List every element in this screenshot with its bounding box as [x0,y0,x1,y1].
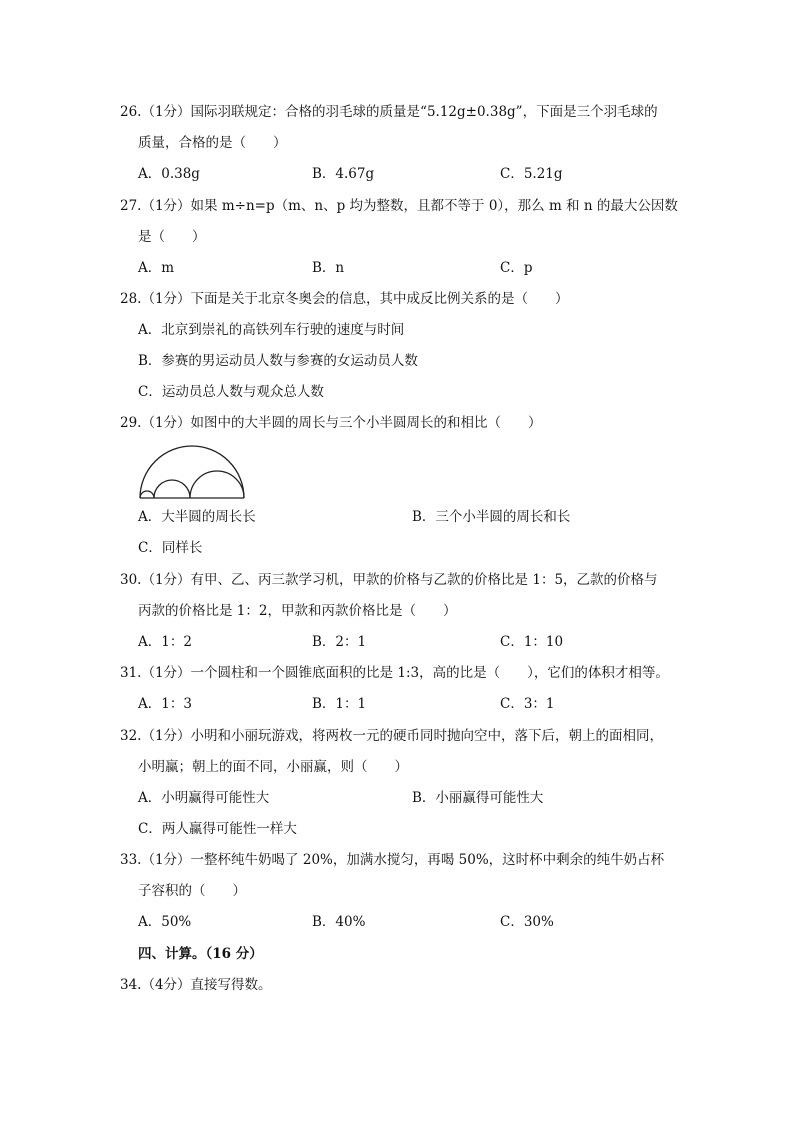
small-semicircle-2 [154,480,190,498]
semicircles-figure [138,444,248,502]
q33-stem: 33.（1分）一整杯纯牛奶喝了 20%，加满水搅匀，再喝 50%，这时杯中剩余的纯牛奶占杯 [120,852,665,868]
q34-stem: 34.（4分）直接写得数。 [120,977,272,993]
q32-option-c: C．两人赢得可能性一样大 [138,821,297,837]
q26-stem: 26.（1分）国际羽联规定：合格的羽毛球的质量是“5.12g±0.38g”，下面是三个羽毛球的 [120,104,658,120]
q27-option-b: B．n [312,260,345,276]
q28-stem: 28.（1分）下面是关于北京冬奥会的信息，其中成反比例关系的是（ ） [120,291,569,307]
q28-option-b: B．参赛的男运动员人数与参赛的女运动员人数 [138,353,418,369]
small-semicircle-3 [190,471,244,498]
q29-option-a: A．大半圆的周长长 [138,509,256,525]
q31-option-c: C．3：1 [500,696,555,712]
q30-option-b: B．2：1 [312,634,367,650]
q31-option-b: B．1：1 [312,696,367,712]
q29-stem: 29.（1分）如图中的大半圆的周长与三个小半圆周长的和相比（ ） [120,415,542,431]
q26-option-a: A．0.38g [138,166,200,182]
q29-option-c: C．同样长 [138,540,203,556]
q33-option-b: B．40% [312,914,366,930]
q31-option-a: A．1：3 [138,696,192,712]
q27-option-c: C．p [500,260,533,276]
q30-stem: 30.（1分）有甲、乙、丙三款学习机，甲款的价格与乙款的价格比是 1：5，乙款的价格与 [120,572,658,588]
q32-stem-cont: 小明赢；朝上的面不同，小丽赢，则（ ） [138,759,408,775]
q32-option-b: B．小丽赢得可能性大 [412,790,544,806]
q32-stem: 32.（1分）小明和小丽玩游戏，将两枚一元的硬币同时抛向空中，落下后，朝上的面相同， [120,728,664,744]
q29-option-b: B．三个小半圆的周长和长 [412,509,571,525]
q30-option-c: C．1：10 [500,634,564,650]
q31-stem: 31.（1分）一个圆柱和一个圆锥底面积的比是 1:3，高的比是（ ），它们的体积才相等。 [120,665,669,681]
q33-stem-cont: 子容积的（ ） [138,883,246,899]
q30-option-a: A．1：2 [138,634,192,650]
q32-option-a: A．小明赢得可能性大 [138,790,270,806]
q28-option-a: A．北京到崇礼的高铁列车行驶的速度与时间 [138,322,405,338]
q26-option-c: C．5.21g [500,166,563,182]
q28-option-c: C．运动员总人数与观众总人数 [138,384,324,400]
q33-option-c: C．30% [500,914,554,930]
q27-stem: 27.（1分）如果 m÷n=p（m、n、p 均为整数，且都不等于 0），那么 m 和 n 的最大公因数 [120,198,678,214]
section-4-title: 四、计算。（16 分） [138,946,263,962]
q33-option-a: A．50% [138,914,192,930]
q26-option-b: B．4.67g [312,166,375,182]
q27-option-a: A．m [138,260,175,276]
q30-stem-cont: 丙款的价格比是 1：2，甲款和丙款价格比是（ ） [138,603,457,619]
small-semicircle-1 [140,491,154,498]
q26-stem-cont: 质量，合格的是（ ） [138,135,287,151]
q27-stem-cont: 是（ ） [138,229,206,245]
